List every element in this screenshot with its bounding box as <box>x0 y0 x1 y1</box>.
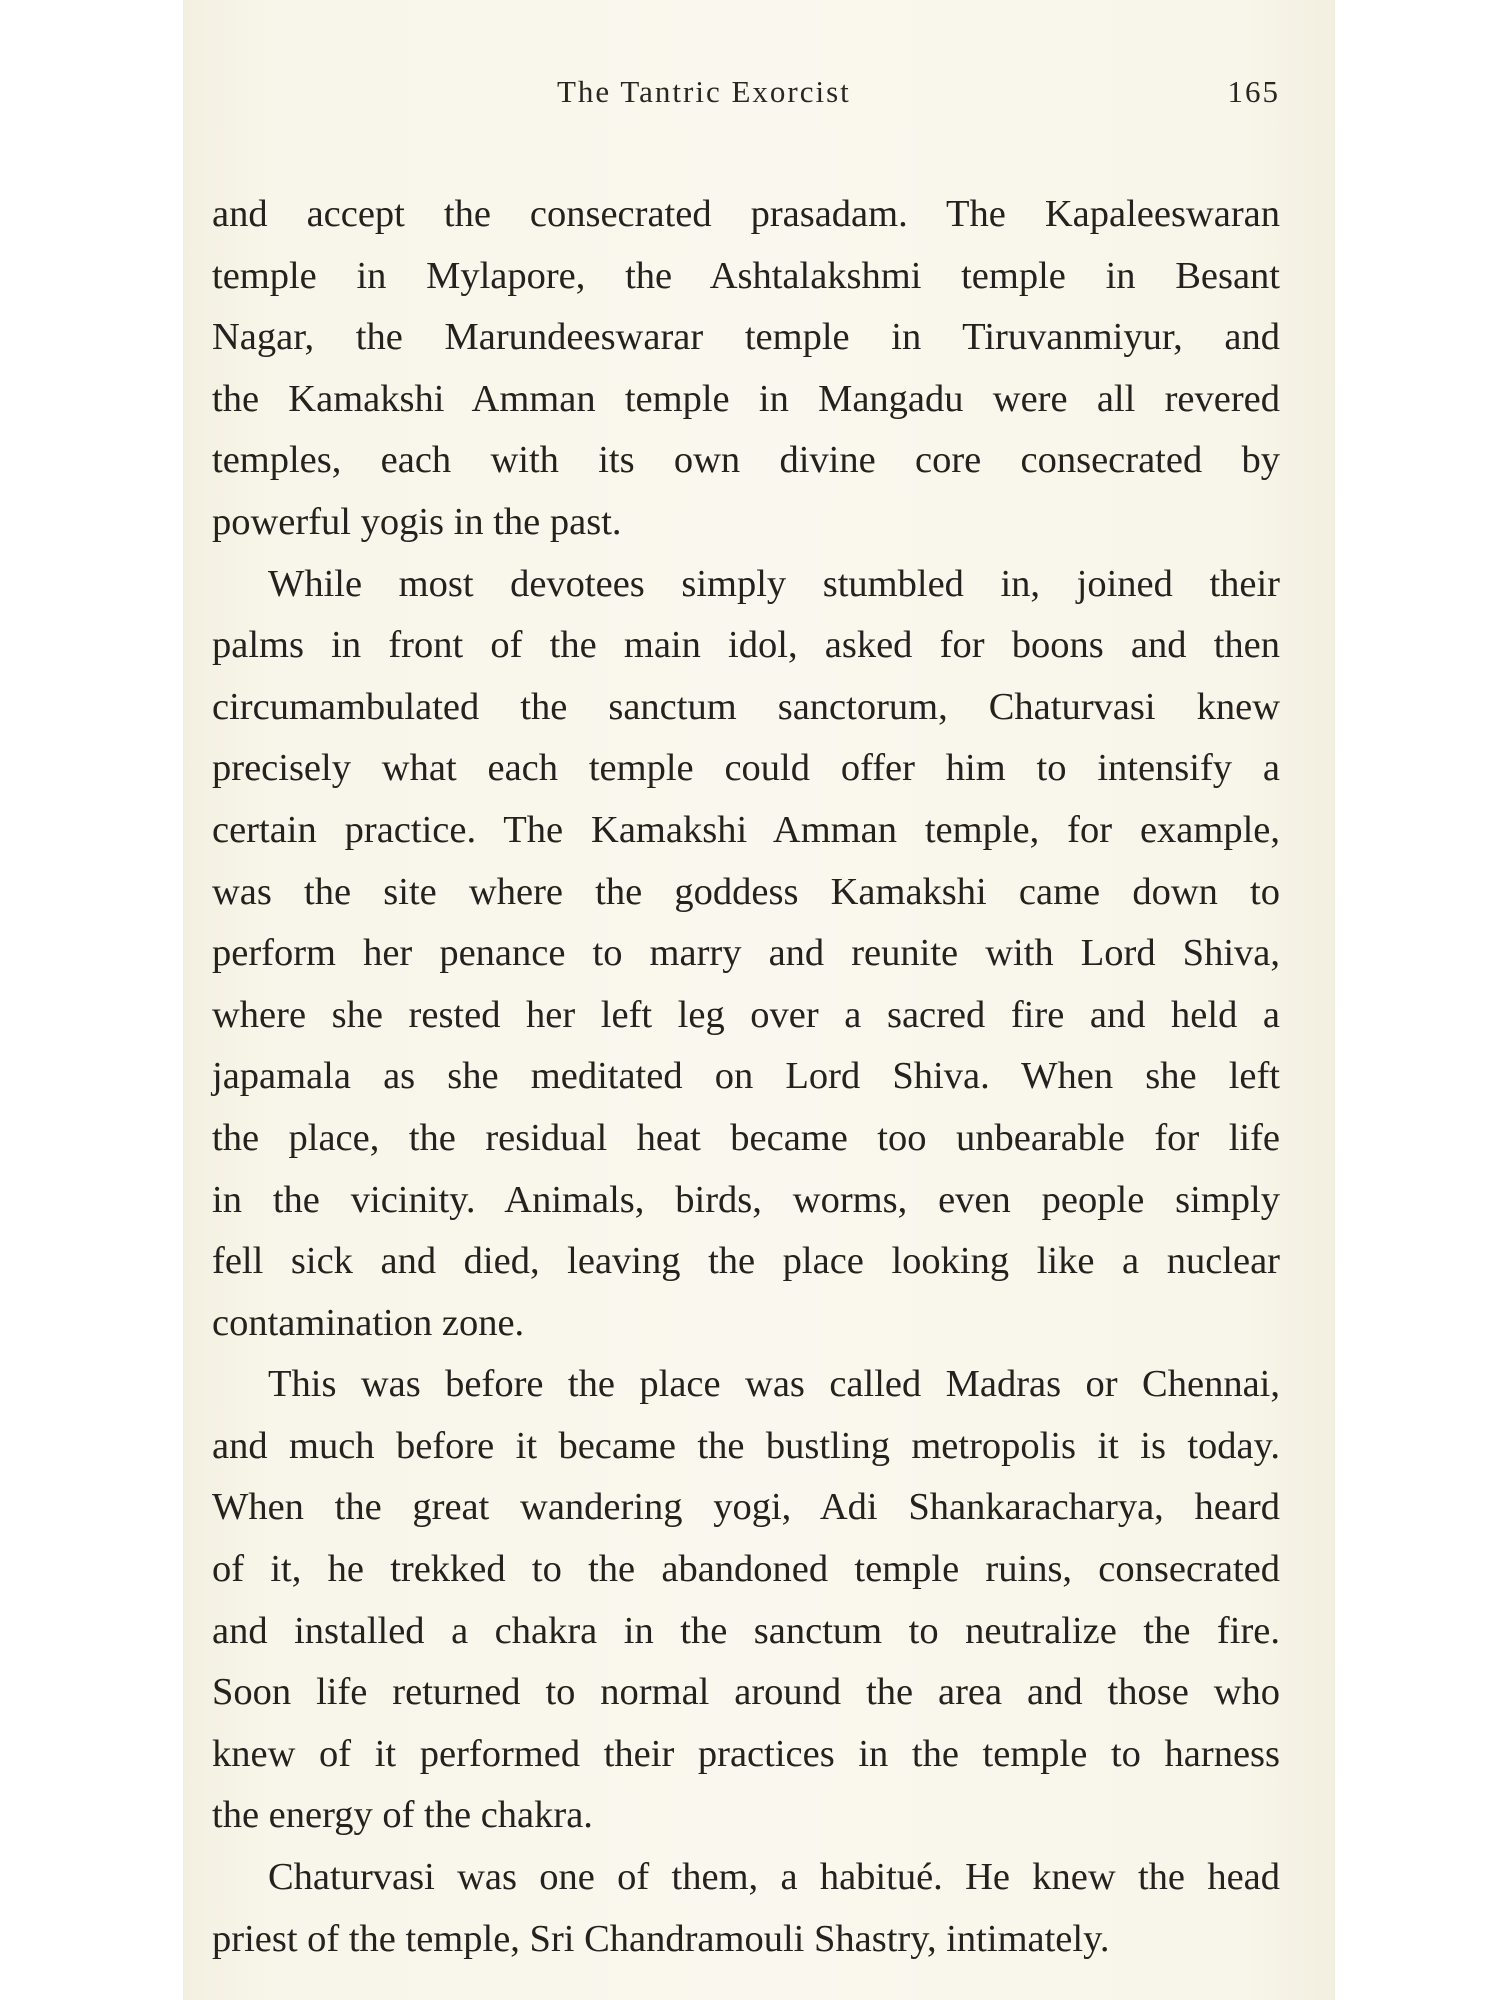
text-line: in the vicinity. Animals, birds, worms, even people simply <box>212 1178 1280 1221</box>
paragraph <box>212 1354 1280 1847</box>
text-line: the energy of the chakra. <box>212 1794 593 1837</box>
text-line: While most devotees simply stumbled in, joined their <box>268 562 1280 605</box>
text-line: temples, each with its own divine core consecrated by <box>212 439 1280 482</box>
text-line: Soon life returned to normal around the area and those who <box>212 1671 1280 1714</box>
text-line: This was before the place was called Madras or Chennai, <box>268 1363 1280 1406</box>
text-line: When the great wandering yogi, Adi Shankaracharya, heard <box>212 1486 1280 1529</box>
text-line: the Kamakshi Amman temple in Mangadu were all revered <box>212 377 1280 420</box>
text-line: contamination zone. <box>212 1301 525 1344</box>
paragraph <box>212 1847 1280 1970</box>
text-line: the place, the residual heat became too unbearable for life <box>212 1116 1280 1159</box>
text-line: and much before it became the bustling metropolis it is today. <box>212 1424 1280 1467</box>
page-number: 165 <box>1227 74 1280 109</box>
text-line: japamala as she meditated on Lord Shiva. When she left <box>212 1055 1280 1098</box>
text-line: Chaturvasi was one of them, a habitué. He knew the head <box>268 1856 1280 1899</box>
text-line: of it, he trekked to the abandoned temple ruins, consecrated <box>212 1548 1280 1591</box>
text-line: powerful yogis in the past. <box>212 500 622 543</box>
text-line: knew of it performed their practices in the temple to harness <box>212 1732 1280 1775</box>
text-line: palms in front of the main idol, asked for boons and then <box>212 624 1280 667</box>
text-line: and accept the consecrated prasadam. The Kapaleeswaran <box>212 193 1280 235</box>
paragraph <box>212 184 1280 554</box>
running-title: The Tantric Exorcist <box>557 74 851 109</box>
text-line: fell sick and died, leaving the place looking like a nuclear <box>212 1240 1280 1283</box>
text-line: and installed a chakra in the sanctum to neutralize the fire. <box>212 1609 1280 1652</box>
text-line: certain practice. The Kamakshi Amman temple, for example, <box>212 808 1280 851</box>
text-line: circumambulated the sanctum sanctorum, Chaturvasi knew <box>212 685 1280 728</box>
text-line: was the site where the goddess Kamakshi came down to <box>212 870 1280 913</box>
paragraph <box>212 554 1280 1355</box>
text-line: perform her penance to marry and reunite with Lord Shiva, <box>212 932 1280 975</box>
page-header <box>212 66 1280 116</box>
text-line: priest of the temple, Sri Chandramouli Shastry, intimately. <box>212 1917 1110 1960</box>
text-line: temple in Mylapore, the Ashtalakshmi temple in Besant <box>212 254 1280 297</box>
text-line: precisely what each temple could offer him to intensify a <box>212 747 1280 790</box>
body-text <box>212 184 1280 1970</box>
text-line: where she rested her left leg over a sacred fire and held a <box>212 993 1280 1036</box>
text-line: Nagar, the Marundeeswarar temple in Tiruvanmiyur, and <box>212 316 1280 359</box>
